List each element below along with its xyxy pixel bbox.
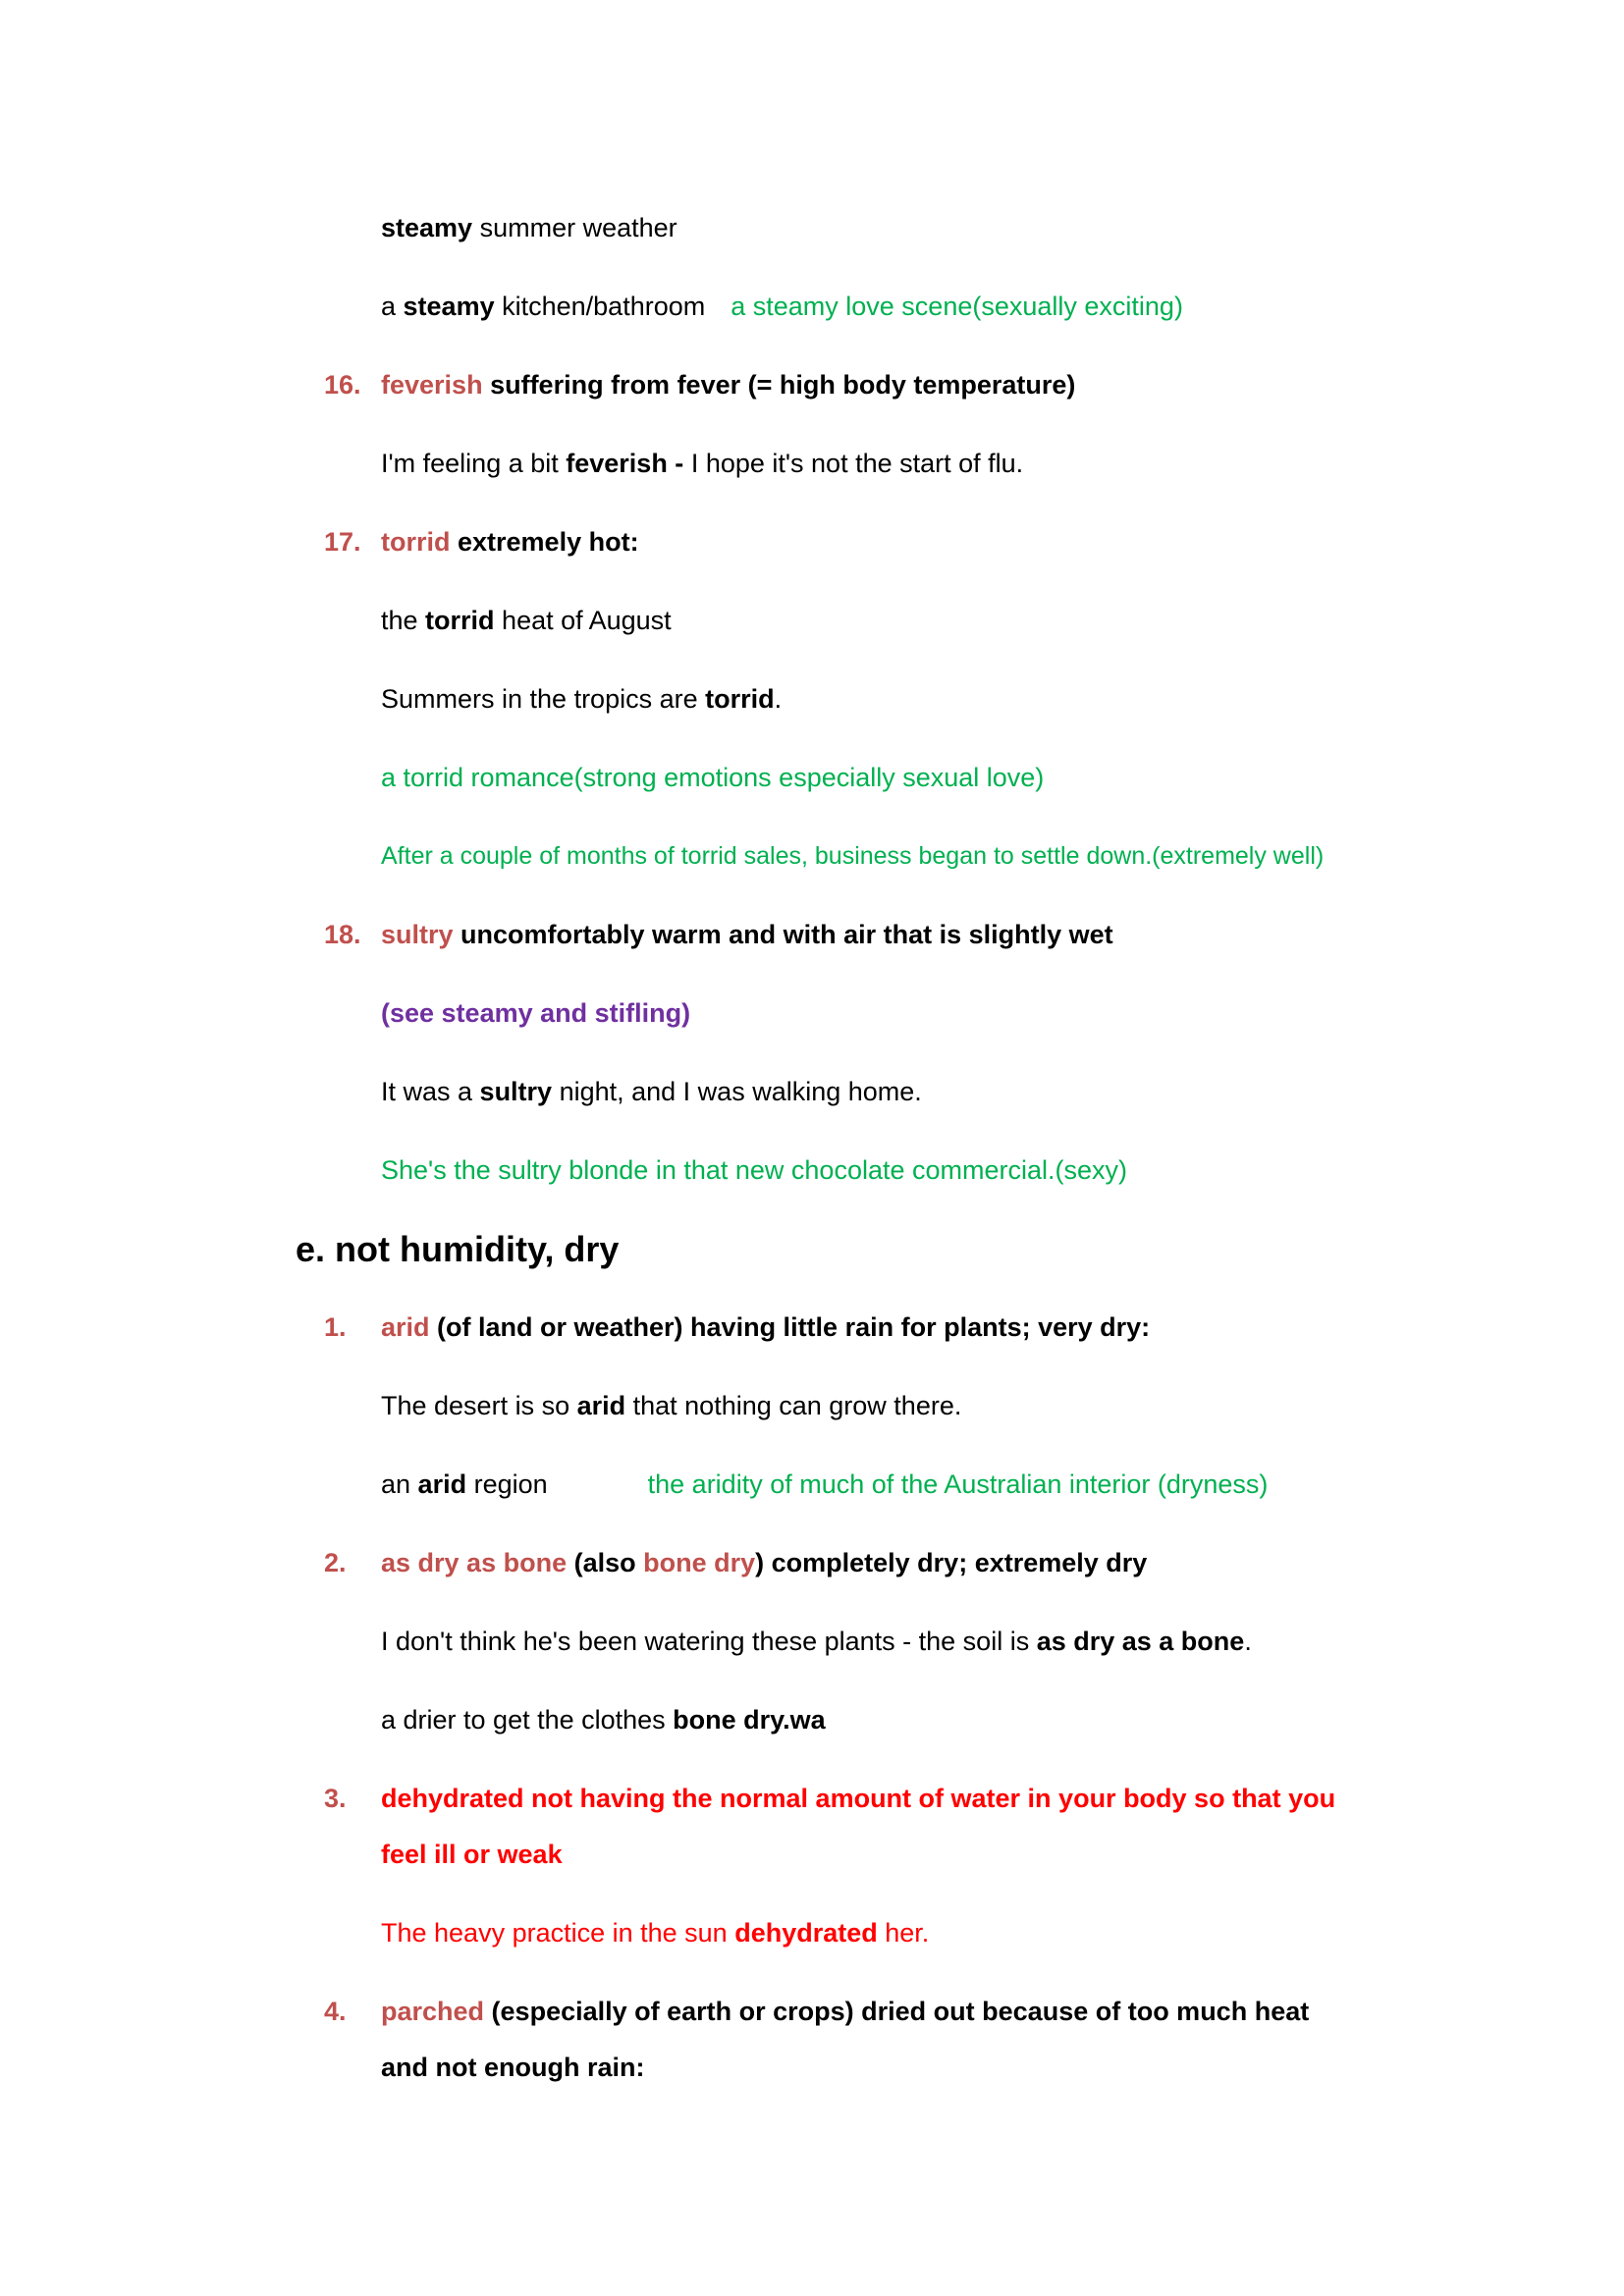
entry-definition-continued: and not enough rain: xyxy=(381,2053,645,2082)
definition-text: extremely hot: xyxy=(450,527,639,557)
definition-text: ) completely dry; extremely dry xyxy=(755,1548,1148,1577)
example-text: I'm feeling a bit xyxy=(381,449,567,478)
extra-sense-example: a steamy love scene(sexually exciting) xyxy=(731,292,1183,321)
example-line xyxy=(381,1075,922,1108)
entry-number: 3. xyxy=(324,1784,347,1813)
definition-text: (also xyxy=(567,1548,644,1577)
entry-definition xyxy=(381,368,1075,401)
example-text: The desert is so xyxy=(381,1391,577,1420)
example-text: Summers in the tropics are xyxy=(381,684,706,714)
headword: torrid xyxy=(381,527,451,557)
example-line xyxy=(381,1916,929,1949)
example-line xyxy=(381,682,782,716)
extra-sense-example: the aridity of much of the Australian interior (dryness) xyxy=(647,1469,1269,1499)
entry-number: 16. xyxy=(324,370,361,400)
example-text: her. xyxy=(877,1918,930,1948)
entry-definition: dehydrated not having the normal amount of water in your body so that you xyxy=(381,1784,1336,1813)
example-text: . xyxy=(774,684,783,714)
definition-text: suffering from fever (= high body temperature) xyxy=(482,370,1076,400)
bold-term: feverish - xyxy=(566,449,684,478)
headword: feverish xyxy=(381,370,483,400)
bold-term: dehydrated xyxy=(734,1918,878,1948)
entry-number: 2. xyxy=(324,1548,347,1577)
example-line xyxy=(381,604,672,637)
entry-definition xyxy=(381,1546,1147,1579)
bold-term: torrid xyxy=(705,684,775,714)
entry-definition-continued: feel ill or weak xyxy=(381,1840,563,1869)
extra-sense-example: She's the sultry blonde in that new chocolate commercial.(sexy) xyxy=(381,1155,1128,1185)
extra-sense-example: a torrid romance(strong emotions especially sexual love) xyxy=(381,763,1045,792)
example-text: kitchen/bathroom xyxy=(494,292,706,321)
example-text: an xyxy=(381,1469,418,1499)
entry-definition xyxy=(381,525,639,559)
section-heading: e. not humidity, dry xyxy=(296,1229,620,1269)
bold-term: arid xyxy=(417,1469,467,1499)
example-text: night, and I was walking home. xyxy=(552,1077,922,1106)
example-line xyxy=(381,1625,1252,1658)
entry-number: 17. xyxy=(324,527,361,557)
headword: sultry xyxy=(381,920,454,949)
example-line xyxy=(381,1389,961,1422)
example-line xyxy=(381,290,1183,323)
entry-number: 1. xyxy=(324,1312,347,1342)
headword: arid xyxy=(381,1312,430,1342)
definition-text: (especially of earth or crops) dried out because of too much heat xyxy=(484,1997,1310,2026)
bold-term: steamy xyxy=(403,292,495,321)
example-text: I hope it's not the start of flu. xyxy=(683,449,1024,478)
example-text: I don't think he's been watering these plants - the soil is xyxy=(381,1627,1037,1656)
example-text: heat of August xyxy=(494,606,672,635)
example-text: a drier to get the clothes xyxy=(381,1705,674,1735)
example-line xyxy=(381,211,677,244)
bold-term: bone dry.wa xyxy=(673,1705,826,1735)
example-line xyxy=(381,1468,1268,1501)
definition-text: (of land or weather) having little rain for plants; very dry: xyxy=(429,1312,1151,1342)
entry-definition xyxy=(381,1995,1309,2028)
bold-term: steamy xyxy=(381,213,473,242)
headword: parched xyxy=(381,1997,485,2026)
definition-text: uncomfortably warm and with air that is slightly wet xyxy=(453,920,1113,949)
example-text: summer weather xyxy=(472,213,677,242)
example-text: region xyxy=(466,1469,548,1499)
bold-term: as dry as a bone xyxy=(1036,1627,1245,1656)
example-text: It was a xyxy=(381,1077,480,1106)
example-line xyxy=(381,1703,826,1736)
example-text: the xyxy=(381,606,426,635)
entry-number: 18. xyxy=(324,920,361,949)
entry-definition xyxy=(381,1310,1150,1344)
headword: as dry as bone xyxy=(381,1548,568,1577)
bold-term: sultry xyxy=(479,1077,553,1106)
extra-sense-example: After a couple of months of torrid sales, business began to settle down.(extremely well) xyxy=(381,842,1325,870)
example-text: The heavy practice in the sun xyxy=(381,1918,735,1948)
entry-number: 4. xyxy=(324,1997,347,2026)
example-text: that nothing can grow there. xyxy=(625,1391,962,1420)
example-line xyxy=(381,447,1023,480)
example-text: a xyxy=(381,292,404,321)
entry-definition xyxy=(381,918,1113,951)
example-text: . xyxy=(1244,1627,1252,1656)
bold-term: torrid xyxy=(425,606,495,635)
headword-variant: bone dry xyxy=(643,1548,756,1577)
cross-reference: (see steamy and stifling) xyxy=(381,998,691,1028)
bold-term: arid xyxy=(576,1391,626,1420)
